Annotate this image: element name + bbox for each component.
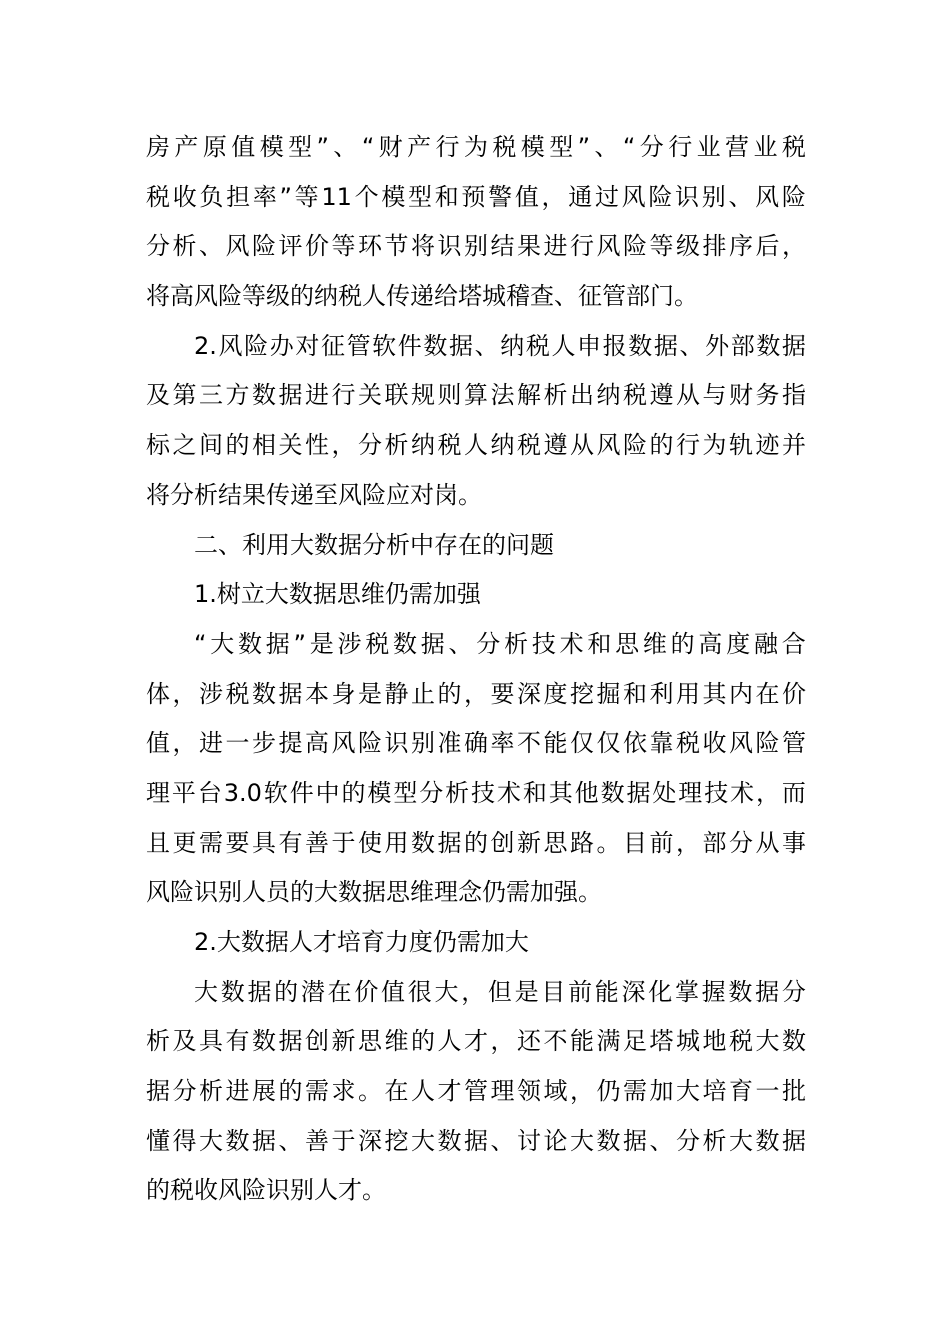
- text-line: 将分析结果传递至风险应对岗。: [146, 480, 482, 509]
- text-line: 据 分 析 进 展 的 需 求 。 在 人 才 管 理 领 域 ， 仍 需 加 大 培 育 一 批: [146, 1077, 806, 1106]
- text-line: 分 析 、 风 险 评 价 等 环 节 将 识 别 结 果 进 行 风 险 等 级 排 序 后 ，: [146, 232, 806, 261]
- text-line: 2. 风 险 办 对 征 管 软 件 数 据 、 纳 税 人 申 报 数 据 、 外 部 数 据: [194, 331, 806, 360]
- text-line: 及 第 三 方 数 据 进 行 关 联 规 则 算 法 解 析 出 纳 税 遵 从 与 财 务 指: [146, 381, 806, 410]
- text-line: 税 收 负 担 率 ” 等 11 个 模 型 和 预 警 值 ， 通 过 风 险 识 别 、 风 险: [146, 182, 806, 211]
- text-line: 大 数 据 的 潜 在 价 值 很 大 ， 但 是 目 前 能 深 化 掌 握 数 据 分: [194, 977, 806, 1006]
- text-line: 二、利用大数据分析中存在的问题: [194, 530, 554, 559]
- text-line: 2.大数据人才培育力度仍需加大: [194, 928, 529, 956]
- text-line: “ 大 数 据 ” 是 涉 税 数 据 、 分 析 技 术 和 思 维 的 高 度 融 合: [194, 629, 806, 658]
- document-body: [146, 123, 806, 1216]
- text-line: 懂 得 大 数 据 、 善 于 深 挖 大 数 据 、 讨 论 大 数 据 、 分 析 大 数 据: [146, 1126, 806, 1155]
- text-line: 体 ， 涉 税 数 据 本 身 是 静 止 的 ， 要 深 度 挖 掘 和 利 用 其 内 在 价: [146, 679, 806, 708]
- text-line: 值 ， 进 一 步 提 高 风 险 识 别 准 确 率 不 能 仅 仅 依 靠 税 收 风 险 管: [146, 729, 806, 758]
- text-line: 风险识别人员的大数据思维理念仍需加强。: [146, 878, 602, 907]
- text-line: 析 及 具 有 数 据 创 新 思 维 的 人 才 ， 还 不 能 满 足 塔 城 地 税 大 数: [146, 1027, 806, 1056]
- text-line: 的税收风险识别人才。: [146, 1176, 386, 1205]
- text-line: 1.树立大数据思维仍需加强: [194, 580, 481, 609]
- text-line: 标 之 间 的 相 关 性 ， 分 析 纳 税 人 纳 税 遵 从 风 险 的 行 为 轨 迹 并: [146, 431, 806, 460]
- text-line: 且 更 需 要 具 有 善 于 使 用 数 据 的 创 新 思 路 。 目 前 ， 部 分 从 事: [146, 828, 806, 857]
- text-line: 房 产 原 值 模 型 ” 、 “ 财 产 行 为 税 模 型 ” 、 “ 分 行 业 营 业 税: [146, 133, 806, 161]
- text-line: 将高风险等级的纳税人传递给塔城稽查、征管部门。: [146, 282, 698, 311]
- text-line: 理 平 台 3.0 软 件 中 的 模 型 分 析 技 术 和 其 他 数 据 处 理 技 术 ， 而: [146, 778, 806, 807]
